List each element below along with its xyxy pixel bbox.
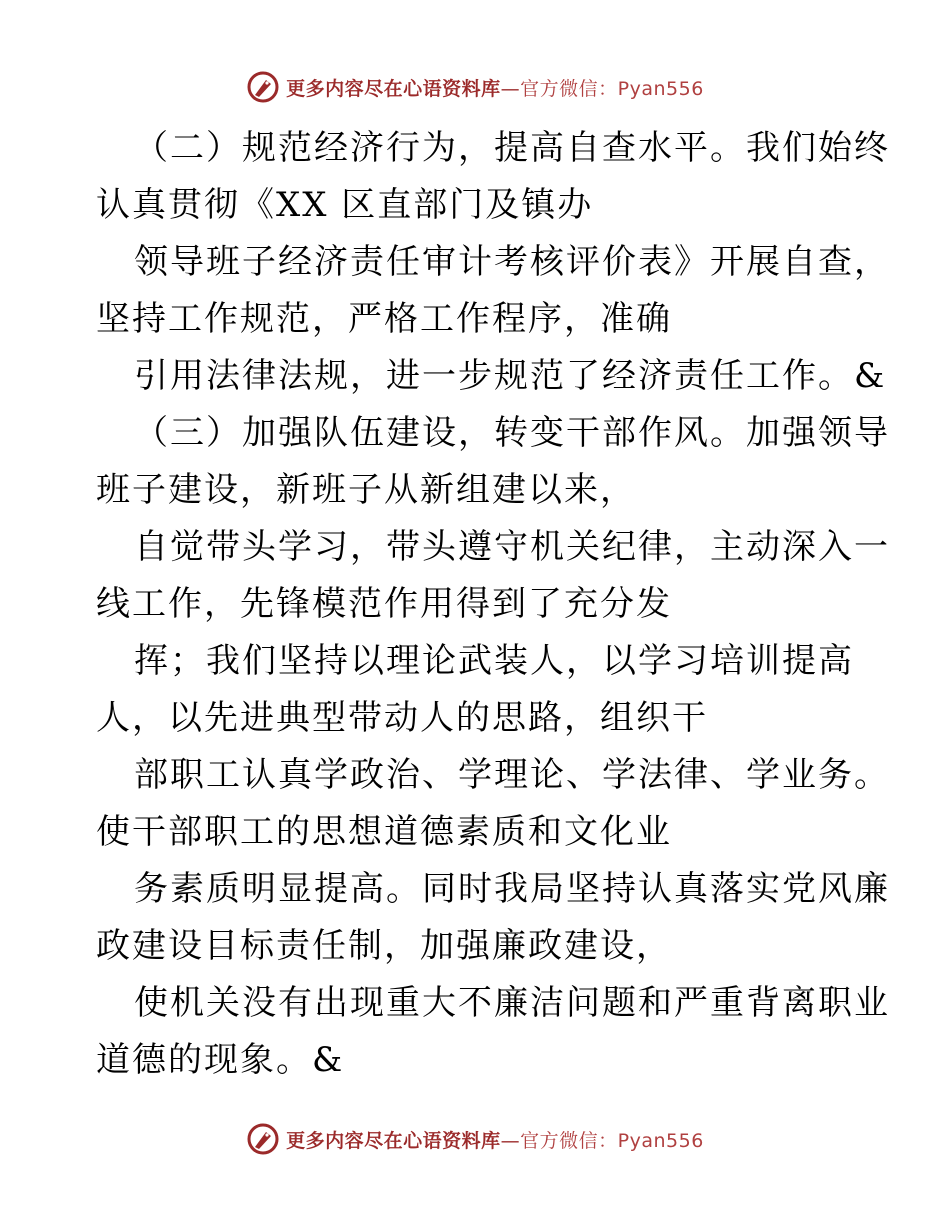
- text-line: 政建设目标责任制，加强廉政建设，: [96, 926, 672, 966]
- text-line: （三）加强队伍建设，转变干部作风。加强领导: [134, 413, 890, 453]
- banner-separator: —: [500, 1129, 521, 1152]
- banner-main-text: 更多内容尽在心语资料库: [286, 1129, 501, 1152]
- text-line: 人，以先进典型带动人的思路，组织干: [96, 698, 708, 738]
- document-body: [96, 120, 890, 1089]
- text-line: 务素质明显提高。同时我局坚持认真落实党风廉: [134, 869, 890, 909]
- text-line: （二）规范经济行为，提高自查水平。我们始终: [134, 128, 890, 168]
- footer-banner: [0, 1122, 950, 1156]
- header-banner: [0, 70, 950, 104]
- banner-text: [286, 1126, 704, 1153]
- banner-text: [286, 74, 704, 101]
- banner-main-text: 更多内容尽在心语资料库: [286, 77, 501, 100]
- text-line: 认真贯彻《XX 区直部门及镇办: [96, 185, 594, 225]
- banner-contact: 官方微信：Pyan556: [520, 77, 704, 100]
- text-line: 坚持工作规范，严格工作程序，准确: [96, 299, 672, 339]
- pen-nib-logo-icon: [246, 70, 280, 104]
- text-line: 使机关没有出现重大不廉洁问题和严重背离职业: [134, 983, 890, 1023]
- text-line: 领导班子经济责任审计考核评价表》开展自查，: [134, 242, 890, 282]
- text-line: 班子建设，新班子从新组建以来，: [96, 470, 636, 510]
- pen-nib-logo-icon: [246, 1122, 280, 1156]
- text-line: 道德的现象。&: [96, 1040, 345, 1080]
- text-line: 线工作，先锋模范作用得到了充分发: [96, 584, 672, 624]
- banner-contact: 官方微信：Pyan556: [520, 1129, 704, 1152]
- text-line: 使干部职工的思想道德素质和文化业: [96, 812, 672, 852]
- text-line: 挥；我们坚持以理论武装人，以学习培训提高: [134, 641, 854, 681]
- text-line: 部职工认真学政治、学理论、学法律、学业务。: [134, 755, 890, 795]
- text-line: 自觉带头学习，带头遵守机关纪律，主动深入一: [134, 527, 890, 567]
- text-line: 引用法律法规，进一步规范了经济责任工作。&: [134, 356, 887, 396]
- banner-separator: —: [500, 77, 521, 100]
